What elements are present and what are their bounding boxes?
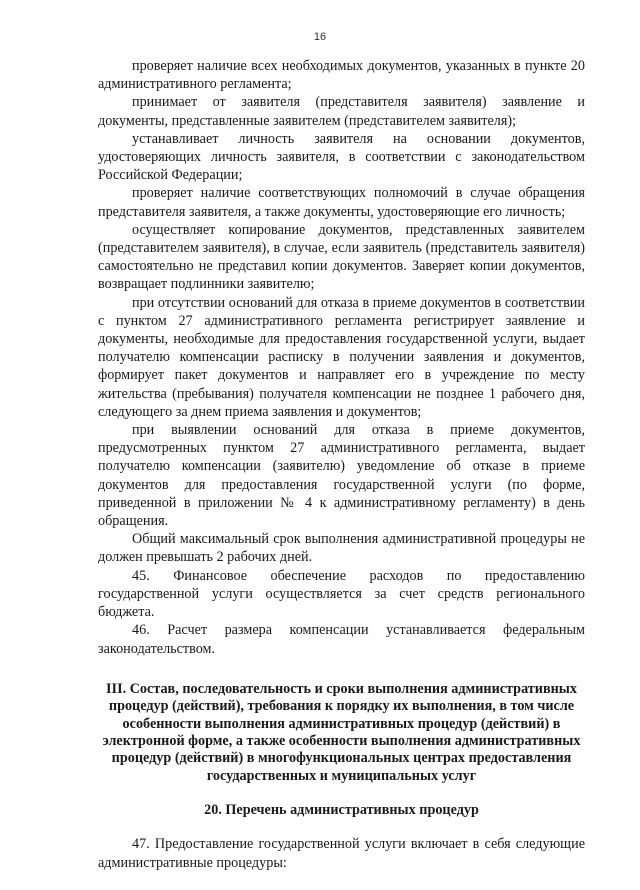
paragraph-46-compensation: 46. Расчет размера компенсации устанавливается федеральным законодательством. — [98, 622, 585, 657]
paragraph-accept-application: принимает от заявителя (представителя заявителя) заявление и документы, представленные заявителем (представителем заявителя); — [98, 94, 585, 129]
paragraph-copy-documents: осуществляет копирование документов, представленных заявителем (представителем заявителя), в случае, если заявитель (представитель заявителя) самостоятельно не представил копии документов. Заверяет копии документов, возвращает подлинники заявителю; — [98, 221, 585, 293]
subsection-title: 20. Перечень административных процедур — [204, 802, 479, 819]
paragraph-register-application: при отсутствии оснований для отказа в приеме документов в соответствии с пунктом 27 административного регламента регистрирует заявление и документы, необходимые для предоставления государственной услуги, выдает получателю компенсации расписку в получении заявления и документов, формирует пакет документов и направляет его в учреждение по месту жительства (пребывания) получателя компенсации не позднее 1 рабочего дня, следующего за днем приема заявления и документов; — [98, 294, 585, 420]
paragraph-47-procedures: 47. Предоставление государственной услуги включает в себя следующие административные процедуры: — [98, 836, 585, 871]
paragraph-check-authority: проверяет наличие соответствующих полномочий в случае обращения представителя заявителя, а также документы, удостоверяющие его личность; — [98, 185, 585, 220]
page-number: 16 — [313, 31, 327, 43]
section-title: III. Состав, последовательность и сроки выполнения административных процедур (действий), требования к порядку их выполнения, в том числе особенности выполнения административных процедур (действий) в электронной форме, а также особенности выполнения административных процедур (действий) в многофункциональных центрах предоставления государственных и муниципальных услуг — [102, 680, 581, 784]
document-body — [98, 57, 585, 872]
paragraph-max-duration: Общий максимальный срок выполнения административной процедуры не должен превышать 2 рабочих дней. — [98, 531, 585, 566]
paragraph-refusal-notice: при выявлении оснований для отказа в приеме документов, предусмотренных пунктом 27 административного регламента, выдает получателю компенсации (заявителю) уведомление об отказе в приеме документов для предоставления государственной услуги (по форме, приведенной в приложении № 4 к административному регламенту) в день обращения. — [98, 422, 585, 530]
paragraph-identify-applicant: устанавливает личность заявителя на основании документов, удостоверяющих личность заявителя, в соответствии с законодательством Российской Федерации; — [98, 130, 585, 184]
paragraph-45-financing: 45. Финансовое обеспечение расходов по предоставлению государственной услуги осуществляется за счет средств регионального бюджета. — [98, 567, 585, 621]
paragraph-check-documents: проверяет наличие всех необходимых документов, указанных в пункте 20 административного регламента; — [98, 58, 585, 93]
